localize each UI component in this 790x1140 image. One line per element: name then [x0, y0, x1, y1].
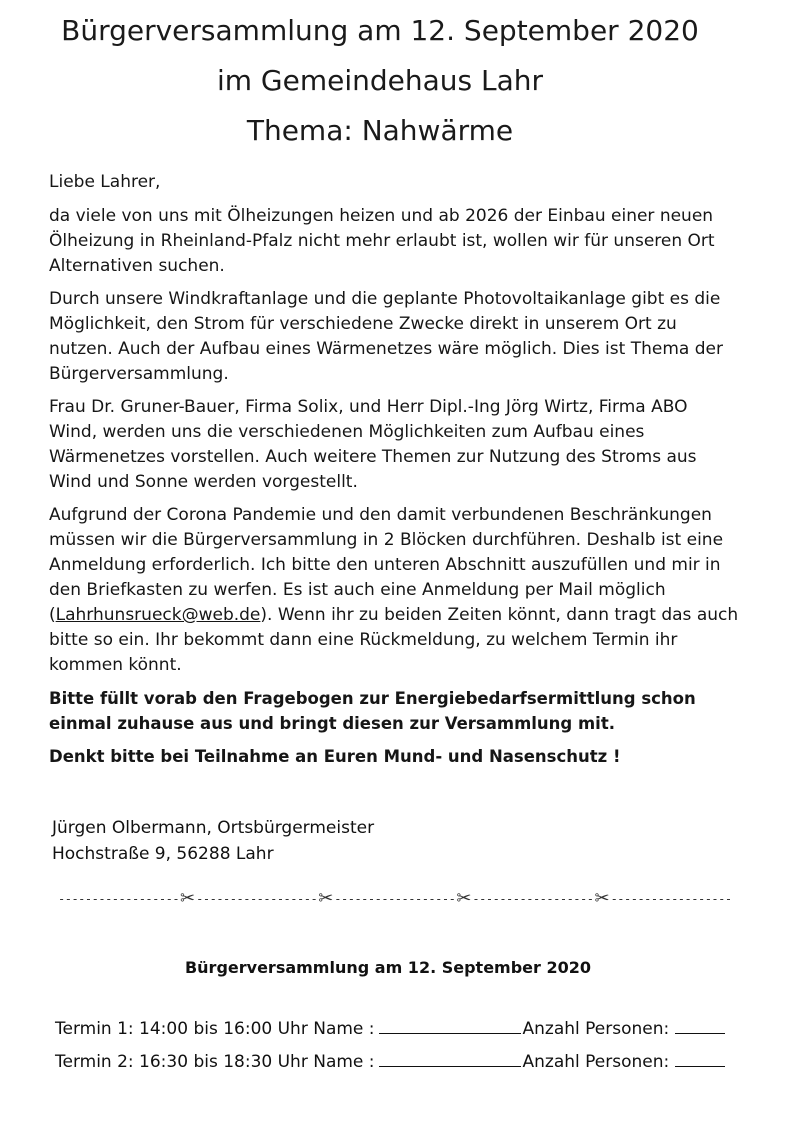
termin-1-label: Termin 1: 14:00 bis 16:00 Uhr Name : — [55, 1019, 375, 1039]
questionnaire-note: Bitte füllt vorab den Fragebogen zur Energiebedarfsermittlung schon einmal zuhause aus und bringt diesen zur Versammlung mit. — [49, 689, 696, 733]
letter-body — [49, 170, 739, 777]
scissors-icon: ✂ — [180, 888, 196, 909]
cut-dashes: ------------------ — [58, 891, 180, 906]
title-line-2: im Gemeindehaus Lahr — [216, 64, 544, 97]
cut-dashes: ------------------ — [472, 891, 594, 906]
signature-block — [52, 815, 452, 867]
signature-address: Hochstraße 9, 56288 Lahr — [52, 844, 274, 864]
title-line-1: Bürgerversammlung am 12. September 2020 — [61, 14, 699, 47]
termin-1-name-field[interactable] — [379, 1017, 521, 1034]
title-line-3: Thema: Nahwärme — [246, 114, 514, 147]
greeting: Liebe Lahrer, — [49, 172, 161, 192]
scissors-icon: ✂ — [594, 888, 610, 909]
cut-line — [58, 888, 732, 912]
paragraph-speakers: Frau Dr. Gruner-Bauer, Firma Solix, und Herr Dipl.-Ing Jörg Wirtz, Firma ABO Wind, werden uns die verschiedenen Möglichkeiten zum Aufbau eines Wärmenetzes vorstellen. Auch weitere Themen zur Nutzung des Stroms aus Wind und Sonne werden vorgestellt. — [49, 397, 697, 492]
termin-1-count-field[interactable] — [675, 1017, 725, 1034]
paragraph-oil-heating: da viele von uns mit Ölheizungen heizen und ab 2026 der Einbau einer neuen Ölheizung in Rheinland-Pfalz nicht mehr erlaubt ist, wollen wir für unseren Ort Alternativen suchen. — [49, 206, 715, 276]
cut-dashes: ------------------ — [610, 891, 732, 906]
cut-dashes: ------------------ — [196, 891, 318, 906]
termin-2-label: Termin 2: 16:30 bis 18:30 Uhr Name : — [55, 1052, 375, 1072]
email-link[interactable]: Lahrhunsrueck@web.de — [55, 605, 261, 625]
mask-note: Denkt bitte bei Teilnahme an Euren Mund- und Nasenschutz ! — [49, 747, 621, 766]
termin-2-count-field[interactable] — [675, 1050, 725, 1067]
termin-1-count-label: Anzahl Personen: — [522, 1019, 670, 1039]
termin-2-name-field[interactable] — [379, 1050, 521, 1067]
form-title: Bürgerversammlung am 12. September 2020 — [184, 958, 592, 977]
termin-1-row — [55, 1017, 725, 1039]
registration-text-after: ). Wenn ihr zu beiden Zeiten könnt, dann tragt das auch bitte so ein. Ihr bekommt dann eine Rückmeldung, zu welchem Termin ihr kommen könnt. — [49, 605, 739, 675]
paragraph-registration — [49, 503, 739, 678]
signature-name: Jürgen Olbermann, Ortsbürgermeister — [52, 818, 375, 838]
paragraph-wind-solar: Durch unsere Windkraftanlage und die geplante Photovoltaikanlage gibt es die Möglichkeit, den Strom für verschiedene Zwecke direkt in unserem Ort zu nutzen. Auch der Aufbau eines Wärmenetzes wäre möglich. Dies ist Thema der Bürgerversammlung. — [49, 289, 723, 384]
scissors-icon: ✂ — [318, 888, 334, 909]
scissors-icon: ✂ — [456, 888, 472, 909]
registration-text-before: Aufgrund der Corona Pandemie und den damit verbundenen Beschränkungen müssen wir die Bürgerversammlung in 2 Blöcken durchführen. Deshalb ist eine Anmeldung erforderlich. Ich bitte den unteren Abschnitt auszufüllen und mir in den Briefkasten zu werfen. Es ist auch eine Anmeldung per Mail möglich ( — [49, 505, 724, 625]
termin-2-count-label: Anzahl Personen: — [522, 1052, 670, 1072]
termin-2-row — [55, 1050, 725, 1072]
cut-dashes: ------------------ — [334, 891, 456, 906]
